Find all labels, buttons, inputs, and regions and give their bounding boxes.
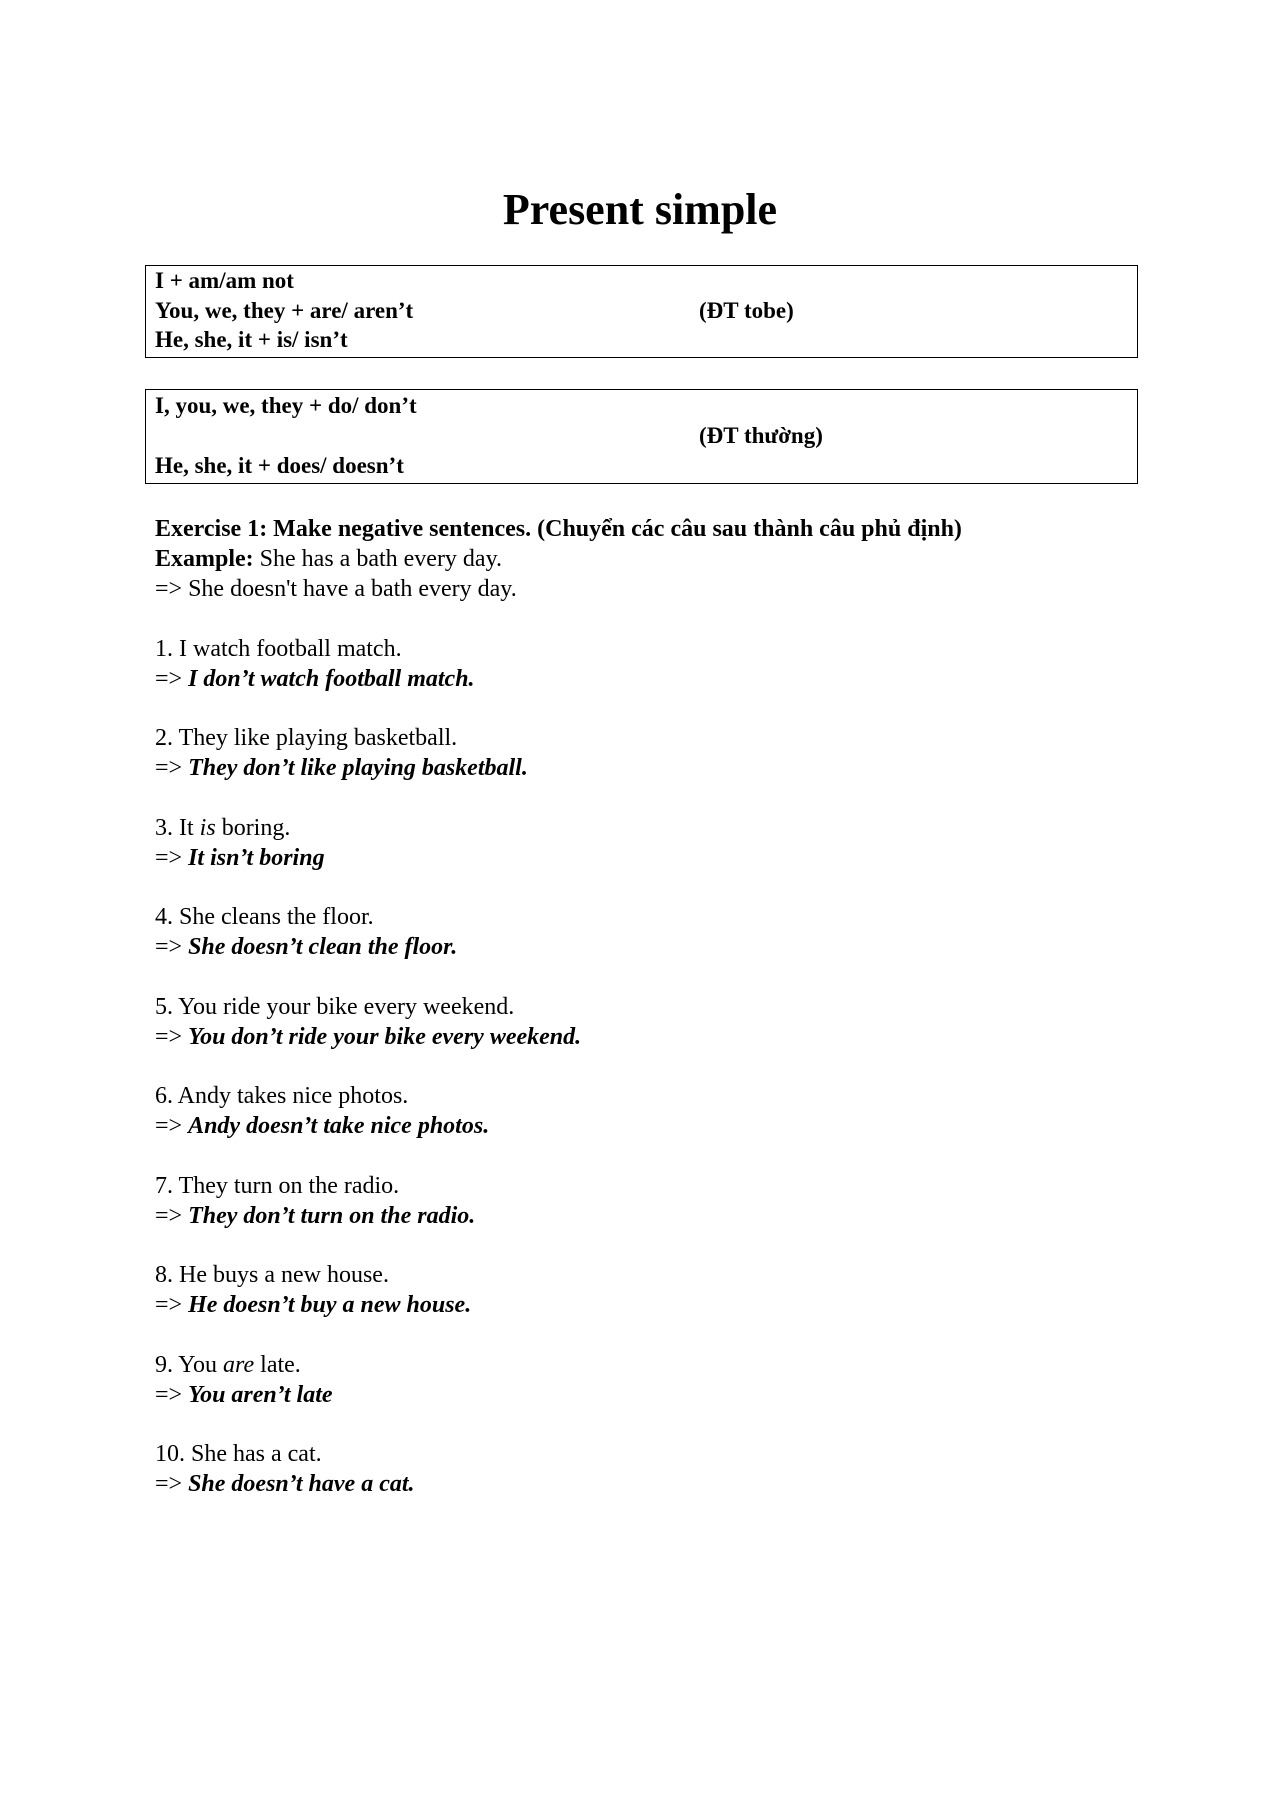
answer-text: Andy doesn’t take nice photos. (188, 1113, 490, 1139)
answer-text: It isn’t boring (188, 844, 325, 871)
tobe-rules-box (145, 265, 1138, 358)
answer-arrow: => (155, 1023, 189, 1050)
question-suffix: late. (254, 1351, 301, 1378)
answer-text: You don’t ride your bike every weekend. (188, 1023, 582, 1050)
exercise-item-3 (155, 813, 962, 873)
example-label: Example: (155, 546, 254, 572)
answer-line (155, 664, 962, 694)
question-text (155, 1350, 962, 1380)
question-text: 5. You ride your bike every weekend. (155, 993, 515, 1020)
answer-text: She doesn’t clean the floor. (188, 934, 458, 960)
question-prefix: 9. You (155, 1351, 224, 1378)
answer-arrow: => (155, 755, 189, 781)
question-text: 6. Andy takes nice photos. (155, 1083, 409, 1109)
answer-text: He doesn’t buy a new house. (188, 1292, 472, 1318)
answer-arrow: => (155, 1113, 189, 1139)
answer-line (155, 1380, 962, 1410)
answer-arrow: => (155, 1471, 189, 1497)
answer-arrow: => (155, 1381, 189, 1408)
answer-arrow: => (155, 1292, 189, 1318)
exercise-item-6 (155, 1081, 962, 1141)
question-prefix: 3. It (155, 814, 200, 841)
exercise-item-9 (155, 1350, 962, 1410)
answer-text: She doesn’t have a cat. (188, 1471, 415, 1497)
answer-text: You aren’t late (188, 1381, 333, 1408)
question-text: 7. They turn on the radio. (155, 1172, 400, 1199)
question-text: 8. He buys a new house. (155, 1262, 389, 1288)
ordinary-rule-plural: I, you, we, they + do/ don’t (155, 393, 417, 418)
tobe-box-tag: (ĐT tobe) (699, 298, 794, 323)
exercise-item-1 (155, 634, 962, 694)
exercise-heading: Exercise 1: Make negative sentences. (Chuyển các câu sau thành câu phủ định) (155, 516, 962, 542)
exercise-section (155, 514, 962, 1499)
answer-line (155, 1469, 962, 1499)
example-sentence: She has a bath every day. (253, 546, 503, 572)
answer-line (155, 753, 962, 783)
answer-line (155, 1201, 962, 1231)
answer-line (155, 1290, 962, 1320)
exercise-item-8 (155, 1260, 962, 1320)
question-suffix: boring. (215, 814, 291, 841)
tobe-rule-you-we-they: You, we, they + are/ aren’t (155, 298, 414, 323)
exercise-item-5 (155, 992, 962, 1052)
answer-arrow: => (155, 665, 189, 692)
question-verb: are (223, 1351, 255, 1378)
question-text: 2. They like playing basketball. (155, 725, 458, 751)
answer-text: I don’t watch football match. (188, 665, 475, 692)
page-title: Present simple (502, 185, 778, 234)
ordinary-box-tag: (ĐT thường) (699, 423, 823, 448)
answer-line (155, 843, 962, 873)
answer-line (155, 1111, 962, 1141)
question-verb: is (199, 814, 216, 841)
tobe-rule-he-she-it: He, she, it + is/ isn’t (155, 327, 348, 352)
exercise-item-4 (155, 902, 962, 962)
answer-text: They don’t like playing basketball. (188, 755, 528, 781)
answer-arrow: => (155, 1202, 189, 1229)
exercise-item-2 (155, 723, 962, 783)
exercise-item-7 (155, 1171, 962, 1231)
question-text: 1. I watch football match. (155, 635, 402, 662)
question-text: 4. She cleans the floor. (155, 904, 374, 930)
tobe-rule-i: I + am/am not (155, 268, 294, 293)
answer-arrow: => (155, 934, 189, 960)
answer-line (155, 932, 962, 962)
example-answer: => She doesn't have a bath every day. (155, 576, 517, 602)
exercise-item-10 (155, 1439, 962, 1499)
question-text: 10. She has a cat. (155, 1441, 322, 1467)
answer-arrow: => (155, 844, 189, 871)
ordinary-verb-rules-box (145, 389, 1138, 484)
answer-line (155, 1022, 962, 1052)
answer-text: They don’t turn on the radio. (188, 1202, 476, 1229)
example-line (155, 544, 962, 574)
question-text (155, 813, 962, 843)
ordinary-rule-singular: He, she, it + does/ doesn’t (155, 453, 404, 478)
